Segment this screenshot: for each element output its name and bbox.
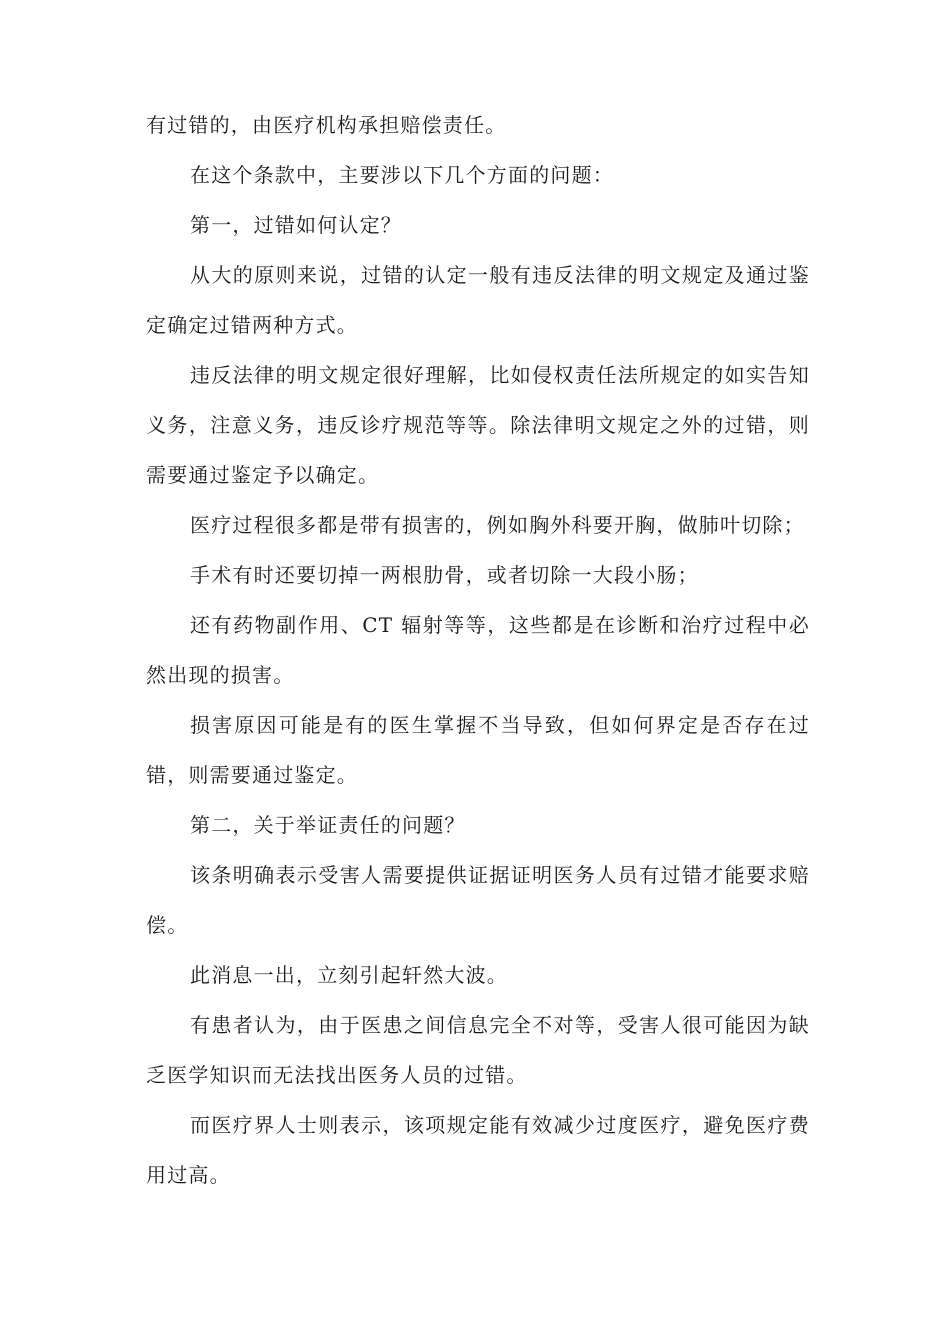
- paragraph: 有过错的，由医疗机构承担赔偿责任。: [146, 113, 507, 137]
- paragraph: 医疗过程很多都是带有损害的，例如胸外科要开胸，做肺叶切除；: [190, 513, 805, 537]
- paragraph: 有患者认为，由于医患之间信息完全不对等，受害人很可能因为缺乏医学知识而无法找出医务人员的过错。: [146, 1013, 810, 1087]
- paragraph: 从大的原则来说，过错的认定一般有违反法律的明文规定及通过鉴定确定过错两种方式。: [146, 263, 810, 337]
- paragraph: 此消息一出，立刻引起轩然大波。: [190, 963, 508, 987]
- paragraph: 违反法律的明文规定很好理解，比如侵权责任法所规定的如实告知义务，注意义务，违反诊疗规范等等。除法律明文规定之外的过错，则需要通过鉴定予以确定。: [146, 363, 810, 487]
- paragraph: 而医疗界人士则表示，该项规定能有效减少过度医疗，避免医疗费用过高。: [146, 1113, 810, 1187]
- paragraph: 第二，关于举证责任的问题？: [190, 813, 466, 837]
- paragraph: 在这个条款中，主要涉以下几个方面的问题：: [190, 163, 614, 187]
- body-text: [146, 100, 810, 1200]
- paragraph: 手术有时还要切掉一两根肋骨，或者切除一大段小肠；: [190, 563, 699, 587]
- paragraph: 第一，过错如何认定？: [190, 213, 402, 237]
- paragraph: 损害原因可能是有的医生掌握不当导致，但如何界定是否存在过错，则需要通过鉴定。: [146, 713, 810, 787]
- paragraph: 还有药物副作用、CT 辐射等等，这些都是在诊断和治疗过程中必然出现的损害。: [146, 613, 810, 687]
- paragraph: 该条明确表示受害人需要提供证据证明医务人员有过错才能要求赔偿。: [146, 863, 810, 937]
